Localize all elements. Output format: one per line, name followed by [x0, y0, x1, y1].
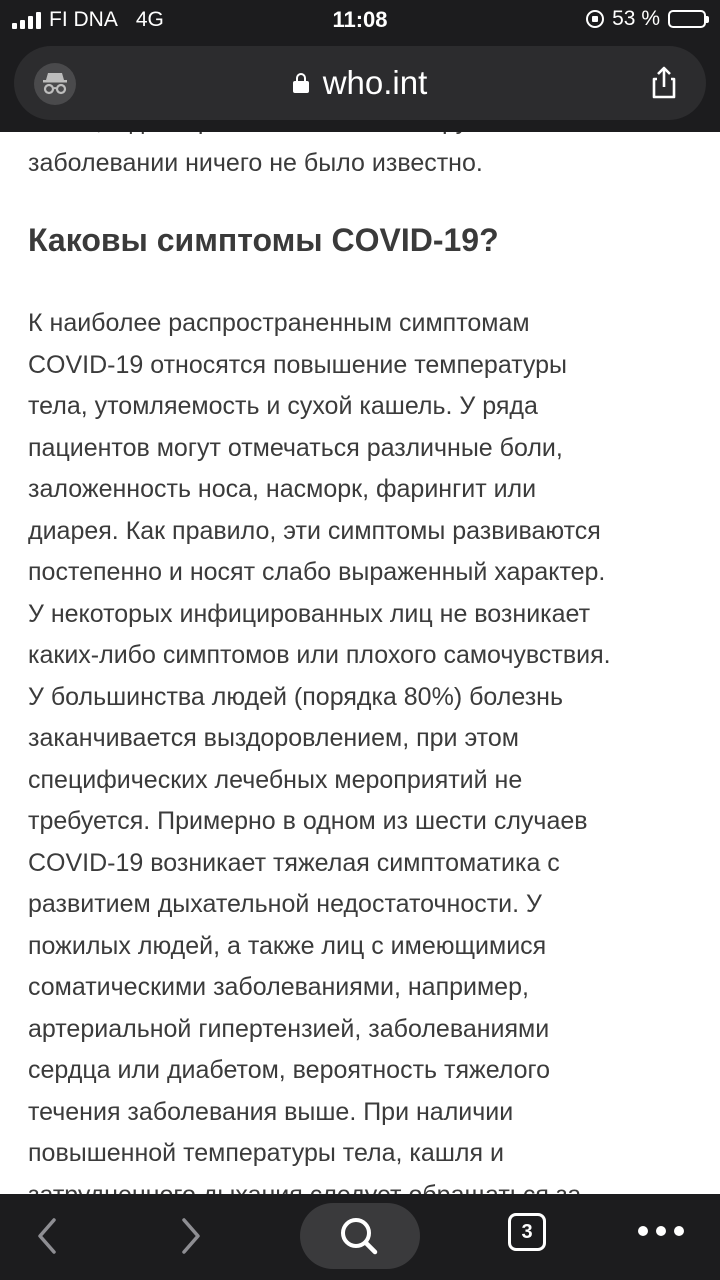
- text-line: диарея. Как правило, эти симптомы развиваются: [28, 516, 601, 545]
- share-icon[interactable]: [644, 63, 684, 103]
- back-icon[interactable]: [30, 1214, 64, 1258]
- text-line: артериальной гипертензией, заболеваниями: [28, 1014, 550, 1043]
- text-line: тела, утомляемость и сухой кашель. У ряда: [28, 392, 538, 420]
- search-button[interactable]: [300, 1203, 420, 1269]
- text-line: У большинства людей (порядка 80%) болезнь: [28, 682, 563, 711]
- text-line: сердца или диабетом, вероятность тяжелого: [28, 1056, 551, 1084]
- text-line: специфических лечебных мероприятий не: [28, 765, 523, 794]
- text-line: К наиболее распространенным симптомам: [28, 309, 530, 337]
- browser-bottom-toolbar: [0, 1194, 720, 1280]
- network-type: 4G: [135, 8, 164, 31]
- more-icon[interactable]: [638, 1226, 684, 1236]
- text-line: повышенной температуры тела, кашля и: [28, 1139, 504, 1167]
- text-line: каких-либо симптомов или плохого самочувствия.: [28, 641, 611, 669]
- forward-icon[interactable]: [174, 1214, 208, 1258]
- text-line: COVID-19 относятся повышение температуры: [28, 350, 568, 379]
- text-line: пожилых людей, а также лиц с имеющимися: [28, 931, 547, 960]
- tab-count-button[interactable]: 3: [508, 1213, 546, 1251]
- text-line: заканчивается выздоровлением, при этом: [28, 724, 519, 752]
- battery-icon: [668, 10, 706, 28]
- text-line: развитием дыхательной недостаточности. У: [28, 890, 542, 918]
- text-line: заболевании ничего не было известно.: [28, 149, 483, 177]
- clock: 11:08: [332, 7, 388, 32]
- address-bar[interactable]: [14, 46, 706, 120]
- text-line: течения заболевания выше. При наличии: [28, 1097, 514, 1126]
- text-line: требуется. Примерно в одном из шести случаев: [28, 807, 588, 835]
- text-line: заложенность носа, насморк, фарингит или: [28, 475, 537, 503]
- status-bar: [0, 0, 720, 40]
- rotation-lock-icon: [586, 10, 604, 28]
- url-text[interactable]: who.int: [322, 64, 428, 101]
- search-icon: [300, 1203, 420, 1269]
- carrier-name: FI DNA: [49, 8, 118, 31]
- text-line: соматическими заболеваниями, например,: [28, 973, 529, 1001]
- text-line: пациентов могут отмечаться различные боли,: [28, 433, 563, 462]
- text-line: постепенно и носят слабо выраженный характер.: [28, 558, 606, 586]
- lock-icon: [293, 73, 309, 93]
- text-line: У некоторых инфицированных лиц не возникает: [28, 599, 591, 628]
- section-heading: Каковы симптомы COVID-19?: [28, 222, 499, 258]
- browser-top-bar: [0, 0, 720, 132]
- symptoms-paragraph: [28, 303, 678, 1216]
- text-line: COVID-19 возникает тяжелая симптоматика с: [28, 848, 560, 877]
- battery-percent: 53 %: [612, 7, 660, 30]
- article-content: [28, 100, 688, 1216]
